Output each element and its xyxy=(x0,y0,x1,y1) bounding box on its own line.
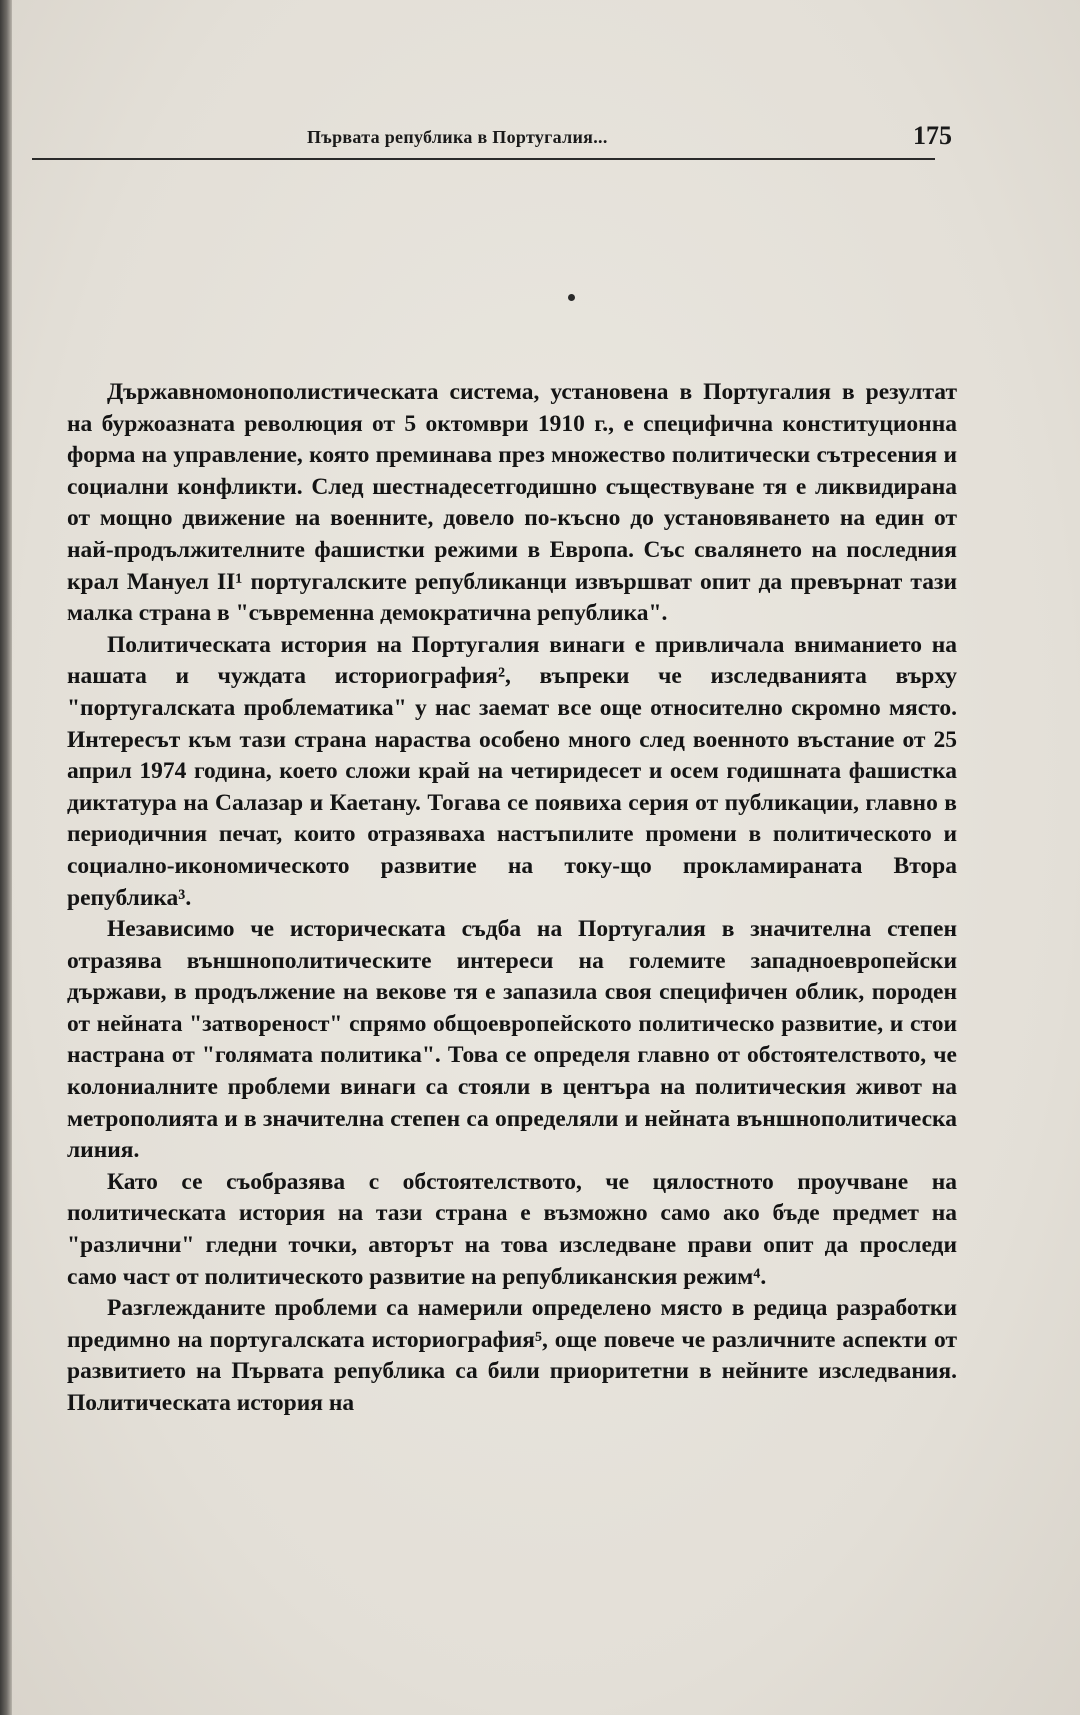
running-title: Първата република в Португалия... xyxy=(307,127,608,147)
paragraph-4: Като се съобразява с обстоятелството, че цялостното проучване на политическата история на тази страна е възможно само ако бъде предмет на "различни" гледни точки, авторът на това изследване прави опит да проследи само част от политическото развитие на републиканския режим⁴. xyxy=(67,1168,957,1290)
header-rule xyxy=(32,158,935,160)
paragraph-3: Независимо че историческата съдба на Португалия в значителна степен отразява външнополитическите интереси на големите западноевропейски държави, в продължение на векове тя е запазила своя специфичен облик, породен от нейната "затвореност" спрямо общоевропейското политическо развитие, и стои настрана от "голямата политика". Това се определя главно от обстоятелството, че колониалните проблеми винаги са стояли в центъра на политическия живот на метрополията и в значителна степен са определяли и нейната външнополитическа линия. xyxy=(67,916,957,1164)
book-page xyxy=(12,0,1080,1715)
print-speck xyxy=(568,294,575,301)
body-text xyxy=(67,377,957,1420)
paragraph-5: Разглежданите проблеми са намерили определено място в редица разработки предимно на португалската историография⁵, още повече че различните аспекти от развитието на Първата република са били приоритетни в нейните изследвания. Политическата история на xyxy=(67,1295,957,1416)
paragraph-2: Политическата история на Португалия винаги е привличала вниманието на нашата и чуждата историография², въпреки че изследванията върху "португалската проблематика" у нас заемат все още относително скромно място. Интересът към тази страна нараства особено много след военното въстание от 25 април 1974 година, което сложи край на четиридесет и осем годишната фашистка диктатура на Салазар и Каетану. Тогава се появиха серия от публикации, главно в периодичния печат, които отразяваха настъпилите промени в политическото и социално-икономическото развитие на току-що прокламираната Втора република³. xyxy=(67,631,957,911)
binding-edge xyxy=(0,0,12,1715)
paragraph-1: Държавномонополистическата система, установена в Португалия в резултат на буржоазната революция от 5 октомври 1910 г., е специфична конституционна форма на управление, която преминава през множество политически сътресения и социални конфликти. След шестнадесетгодишно съществуване тя е ликвидирана от мощно движение на военните, довело по-късно до установяването на един от най-продължителните фашистки режими в Европа. Със свалянето на последния крал Мануел II¹ португалските републиканци извършват опит да превърнат тази малка страна в "съвременна демократична република". xyxy=(67,379,957,627)
running-head xyxy=(52,118,952,162)
page-number: 175 xyxy=(913,121,952,150)
